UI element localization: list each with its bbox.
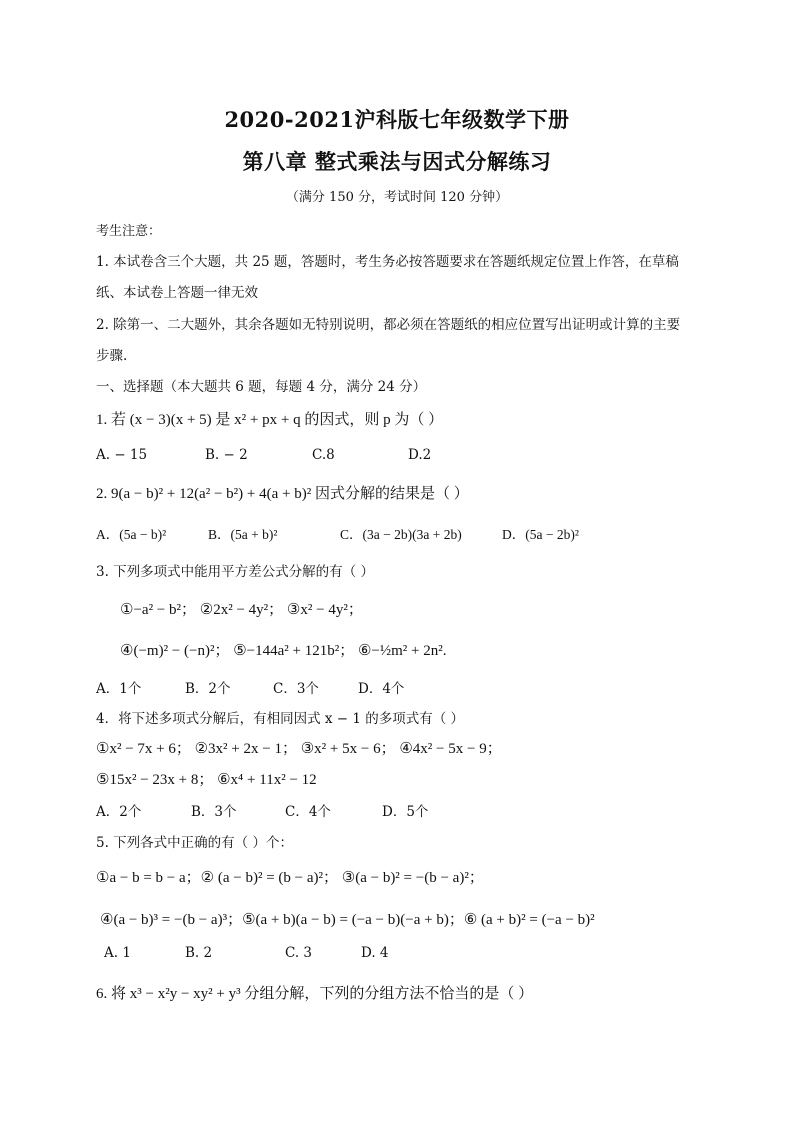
notice-item-2-line-1: 2. 除第一、二大题外，其余各题如无特别说明，都必须在答题纸的相应位置写出证明或计算的主要 bbox=[96, 317, 681, 333]
question-2-option-b: B．(5a + b)² bbox=[208, 527, 278, 542]
question-4-option-d: D．5个 bbox=[382, 804, 429, 820]
question-4-items-row-1: ①x² − 7x + 6； ②3x² + 2x − 1； ③x² + 5x − 6； ④4x² − 5x − 9； bbox=[96, 741, 502, 757]
question-1-option-a: A. − 15 bbox=[96, 447, 148, 463]
question-2-option-a: A．(5a − b)² bbox=[96, 527, 167, 542]
question-1-stem: 1. 若 (x − 3)(x + 5) 是 x² + px + q 的因式，则 p 为（ ） bbox=[96, 412, 444, 428]
question-3-option-a: A．1个 bbox=[96, 681, 142, 697]
chapter-title: 第八章 整式乘法与因式分解练习 bbox=[242, 149, 552, 174]
question-5-option-d: D. 4 bbox=[361, 945, 389, 961]
question-5-option-b: B. 2 bbox=[185, 945, 213, 961]
section-heading: 一、选择题（本大题共 6 题，每题 4 分，满分 24 分） bbox=[96, 379, 427, 395]
question-4-stem: 4．将下述多项式分解后，有相同因式 x − 1 的多项式有（ ） bbox=[96, 711, 465, 727]
question-4-option-c: C．4个 bbox=[285, 804, 331, 820]
question-6-stem: 6. 将 x³ − x²y − xy² + y³ 分组分解，下列的分组方法不恰当的是（ ） bbox=[96, 986, 534, 1002]
exam-subtitle: （满分 150 分，考试时间 120 分钟） bbox=[285, 190, 509, 205]
question-5-stem: 5. 下列各式中正确的有（ ）个： bbox=[96, 835, 293, 851]
question-3-option-b: B．2个 bbox=[185, 681, 231, 697]
question-5-option-c: C. 3 bbox=[285, 945, 313, 961]
question-5-option-a: A. 1 bbox=[104, 945, 131, 961]
question-4-option-b: B．3个 bbox=[191, 804, 237, 820]
question-3-option-d: D．4个 bbox=[358, 681, 405, 697]
question-2-option-c: C．(3a − 2b)(3a + 2b) bbox=[340, 527, 462, 542]
question-3-option-c: C．3个 bbox=[273, 681, 319, 697]
question-5-items-row-1: ①a − b = b − a；② (a − b)² = (b − a)²； ③(a − b)² = −(b − a)²； bbox=[96, 870, 484, 886]
exam-title: 2020-2021沪科版七年级数学下册 bbox=[224, 107, 570, 132]
notice-item-1-line-1: 1. 本试卷含三个大题，共 25 题，答题时，考生务必按答题要求在答题纸规定位置上作答，在草稿 bbox=[96, 254, 679, 270]
question-2-stem: 2. 9(a − b)² + 12(a² − b²) + 4(a + b)² 因式分解的结果是（ ） bbox=[96, 486, 469, 502]
question-1-option-b: B. − 2 bbox=[205, 447, 248, 463]
question-3-items-row-2: ④(−m)² − (−n)²； ⑤−144a² + 121b²； ⑥−½m² + 2n². bbox=[120, 643, 447, 659]
question-1-option-c: C.8 bbox=[312, 447, 335, 463]
question-1-option-d: D.2 bbox=[408, 447, 432, 463]
question-5-items-row-2: ④(a − b)³ = −(b − a)³；⑤(a + b)(a − b) = (−a − b)(−a + b)；⑥ (a + b)² = (−a − b)² bbox=[100, 912, 595, 928]
question-2-option-d: D．(5a − 2b)² bbox=[502, 527, 579, 542]
notice-item-1-line-2: 纸、本试卷上答题一律无效 bbox=[96, 285, 258, 301]
question-4-option-a: A．2个 bbox=[96, 804, 142, 820]
question-3-stem: 3. 下列多项式中能用平方差公式分解的有（ ） bbox=[96, 564, 374, 580]
question-3-items-row-1: ①−a² − b²； ②2x² − 4y²； ③x² − 4y²； bbox=[120, 602, 363, 618]
notice-heading: 考生注意： bbox=[96, 224, 162, 239]
notice-item-2-line-2: 步骤. bbox=[96, 348, 128, 364]
question-4-items-row-2: ⑤15x² − 23x + 8； ⑥x⁴ + 11x² − 12 bbox=[96, 772, 317, 788]
